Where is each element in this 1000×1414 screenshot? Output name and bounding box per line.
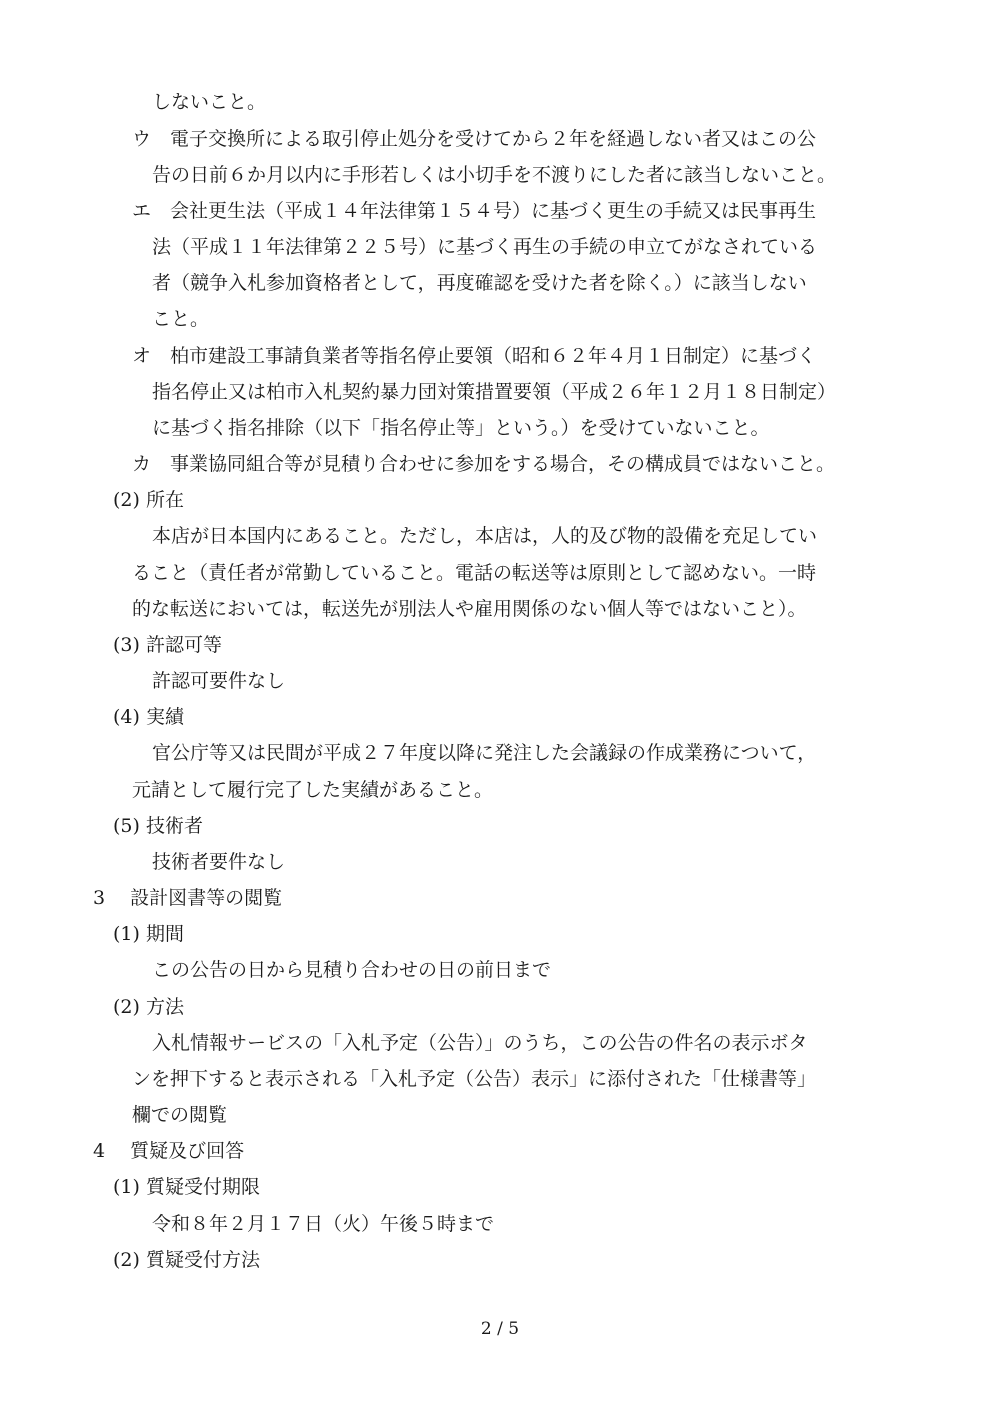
text-line: こと。 [152, 308, 210, 330]
text-line: 本店が日本国内にあること。ただし，本店は，人的及び物的設備を充足してい [152, 525, 818, 547]
text-line: (2) 所在 [113, 489, 184, 511]
text-line: 3 設計図書等の閲覧 [93, 887, 283, 909]
text-line: 4 質疑及び回答 [93, 1140, 245, 1162]
text-line: 欄での閲覧 [132, 1104, 228, 1126]
text-line: (3) 許認可等 [113, 634, 222, 656]
text-line: (4) 実績 [113, 706, 184, 728]
text-line: 告の日前６か月以内に手形若しくは小切手を不渡りにした者に該当しないこと。 [152, 164, 837, 186]
text-line: しないこと。 [152, 91, 267, 113]
text-line: (2) 質疑受付方法 [113, 1249, 260, 1271]
text-line: 許認可要件なし [152, 670, 286, 692]
text-line: この公告の日から見積り合わせの日の前日まで [152, 959, 552, 981]
text-line: 法（平成１１年法律第２２５号）に基づく再生の手続の申立てがなされている [152, 236, 818, 258]
text-line: 官公庁等又は民間が平成２７年度以降に発注した会議録の作成業務について， [152, 742, 817, 764]
text-line: (1) 期間 [113, 923, 184, 945]
text-line: 入札情報サービスの「入札予定（公告）」のうち，この公告の件名の表示ボタ [152, 1032, 808, 1054]
text-line: エ 会社更生法（平成１４年法律第１５４号）に基づく更生の手続又は民事再生 [132, 200, 817, 222]
text-line: ること（責任者が常勤していること。電話の転送等は原則として認めない。一時 [132, 562, 817, 584]
page-number: 2 / 5 [480, 1319, 520, 1339]
text-line: 者（競争入札参加資格者として，再度確認を受けた者を除く。）に該当しない [152, 272, 807, 294]
text-line: (1) 質疑受付期限 [113, 1176, 260, 1198]
text-line: カ 事業協同組合等が見積り合わせに参加をする場合，その構成員ではないこと。 [132, 453, 836, 475]
text-line: 元請として履行完了した実績があること。 [132, 779, 494, 801]
text-line: 的な転送においては，転送先が別法人や雇用関係のない個人等ではないこと）。 [132, 598, 807, 620]
text-line: 技術者要件なし [152, 851, 286, 873]
text-line: ウ 電子交換所による取引停止処分を受けてから２年を経過しない者又はこの公 [132, 128, 817, 150]
text-line: ンを押下すると表示される「入札予定（公告）表示」に添付された「仕様書等」 [132, 1068, 817, 1090]
text-line: 令和８年２月１７日（火）午後５時まで [152, 1213, 495, 1235]
text-line: 指名停止又は柏市入札契約暴力団対策措置要領（平成２６年１２月１８日制定） [152, 381, 837, 403]
text-line: に基づく指名排除（以下「指名停止等」という。）を受けていないこと。 [152, 417, 770, 439]
text-line: オ 柏市建設工事請負業者等指名停止要領（昭和６２年４月１日制定）に基づく [132, 345, 817, 367]
text-line: (2) 方法 [113, 996, 184, 1018]
text-line: (5) 技術者 [113, 815, 203, 837]
